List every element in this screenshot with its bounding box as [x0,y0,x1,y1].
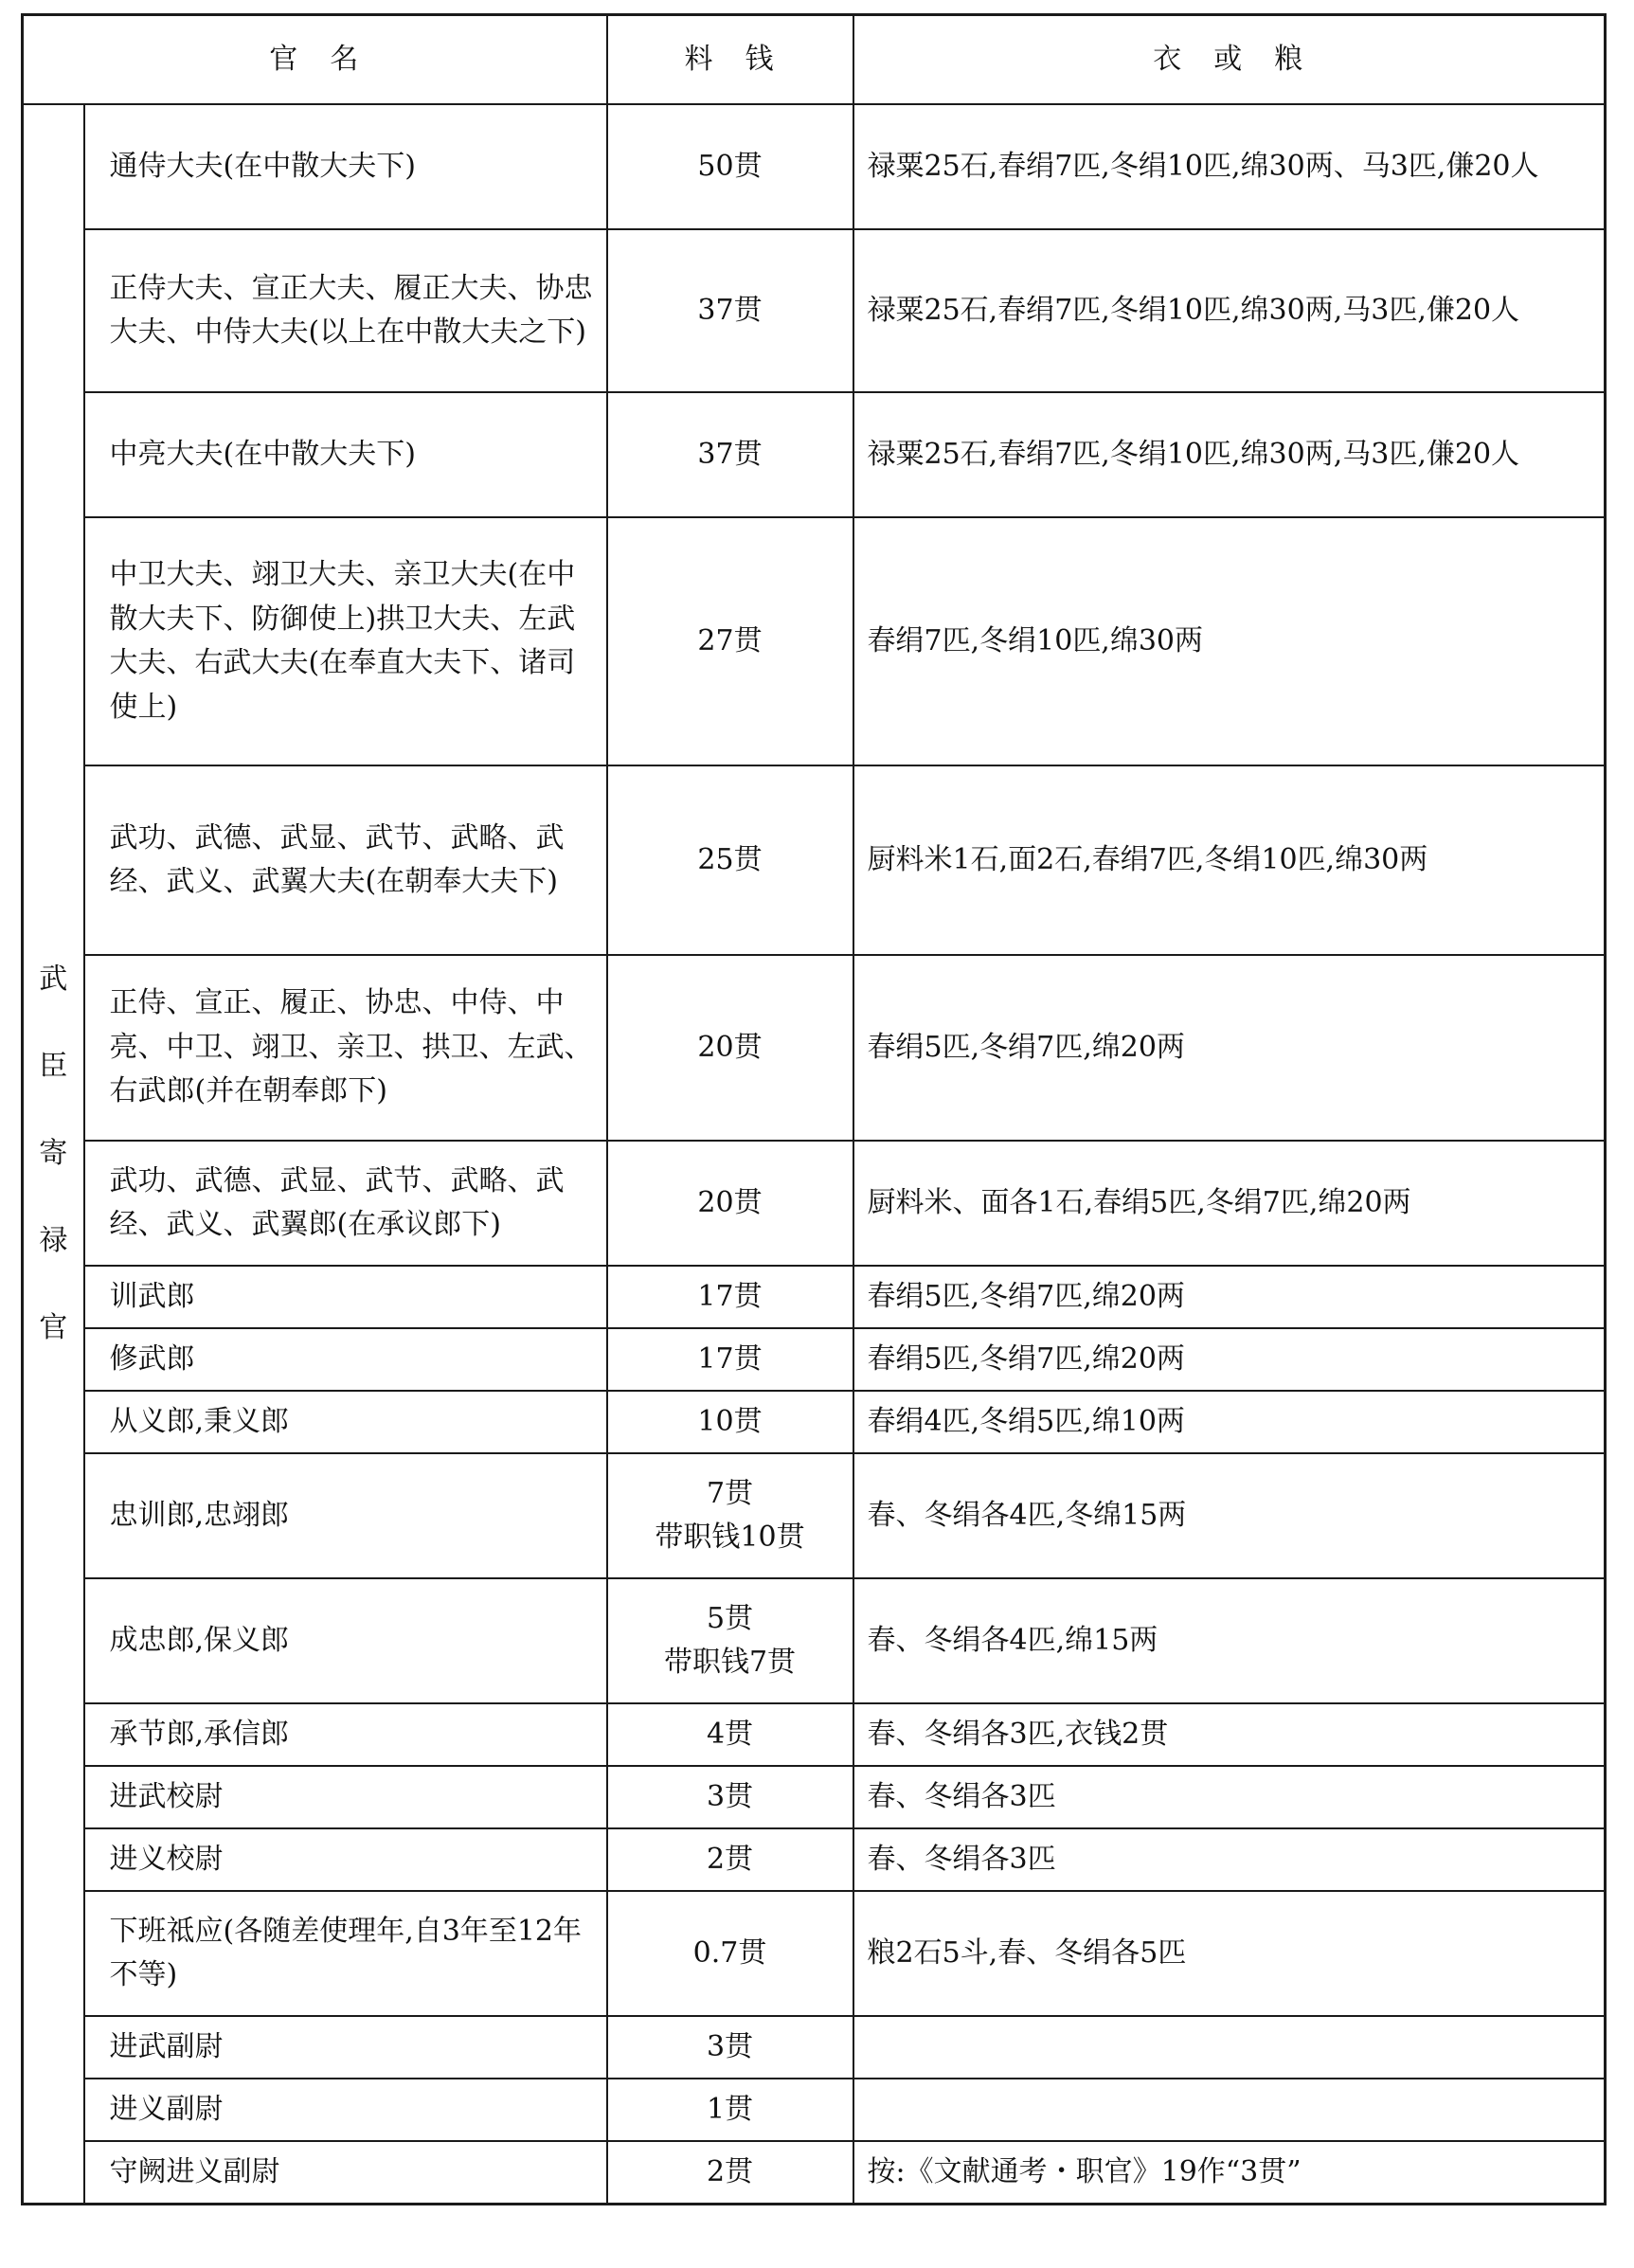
table-row [23,765,1606,955]
official-title-cell: 正侍、宣正、履正、协忠、中侍、中亮、中卫、翊卫、亲卫、拱卫、左武、右武郎(并在朝奉郎下) [84,955,607,1141]
category-char: 臣 [39,1049,68,1083]
salary-money-line: 20贯 [697,1030,763,1064]
salary-money-line: 带职钱7贯 [663,1646,797,1679]
salary-money-cell [607,1578,853,1703]
clothing-grain-cell: 禄粟25石,春绢7匹,冬绢10匹,绵30两,马3匹,傔20人 [853,229,1606,392]
clothing-grain-cell: 春绢5匹,冬绢7匹,绵20两 [853,1266,1606,1328]
official-title-cell: 训武郎 [84,1266,607,1328]
clothing-grain-cell: 春、冬绢各4匹,绵15两 [853,1578,1606,1703]
official-title-cell: 修武郎 [84,1328,607,1391]
salary-money-line: 27贯 [697,623,763,657]
salary-money-cell [607,1828,853,1891]
official-title-cell: 通侍大夫(在中散大夫下) [84,104,607,229]
salary-money-cell [607,1328,853,1391]
salary-money-cell [607,1766,853,1828]
clothing-grain-cell: 春、冬绢各3匹,衣钱2贯 [853,1703,1606,1766]
category-cell [23,104,84,2204]
salary-money-cell [607,2079,853,2141]
salary-money-line: 37贯 [697,293,763,327]
salary-money-cell [607,392,853,517]
official-title-cell: 进武校尉 [84,1766,607,1828]
table-row [23,517,1606,765]
clothing-grain-cell [853,2079,1606,2141]
official-title-cell: 进义副尉 [84,2079,607,2141]
header-clothes: 衣 或 粮 [853,15,1606,105]
official-title-cell: 进武副尉 [84,2016,607,2079]
clothing-grain-cell: 禄粟25石,春绢7匹,冬绢10匹,绵30两,马3匹,傔20人 [853,392,1606,517]
salary-money-line: 1贯 [706,2092,754,2126]
clothing-grain-cell: 春绢7匹,冬绢10匹,绵30两 [853,517,1606,765]
clothing-grain-cell: 春、冬绢各4匹,冬绵15两 [853,1453,1606,1578]
category-label [37,907,69,1401]
clothing-grain-cell: 春绢5匹,冬绢7匹,绵20两 [853,1328,1606,1391]
clothing-grain-cell: 按:《文献通考・职官》19作“3贯” [853,2141,1606,2204]
salary-money-line: 37贯 [697,437,763,471]
clothing-grain-cell: 粮2石5斗,春、冬绢各5匹 [853,1891,1606,2016]
table-row [23,229,1606,392]
table-row [23,1141,1606,1266]
table-row [23,1891,1606,2016]
category-char: 寄 [39,1136,68,1170]
official-title-cell: 武功、武德、武显、武节、武略、武经、武义、武翼大夫(在朝奉大夫下) [84,765,607,955]
salary-money-line: 7贯 [706,1476,754,1510]
salary-money-line: 3贯 [706,2029,754,2063]
official-title-cell: 从义郎,秉义郎 [84,1391,607,1453]
table-row [23,104,1606,229]
salary-money-cell [607,1391,853,1453]
category-char: 武 [39,962,68,996]
salary-money-line: 4贯 [706,1717,754,1751]
header-money: 料 钱 [607,15,853,105]
table-row [23,1828,1606,1891]
clothing-grain-cell: 春绢5匹,冬绢7匹,绵20两 [853,955,1606,1141]
salary-money-line: 25贯 [697,842,763,876]
salary-money-line: 5贯 [706,1601,754,1635]
table-row [23,2079,1606,2141]
official-title-cell: 进义校尉 [84,1828,607,1891]
table-row [23,1578,1606,1703]
document-page [21,13,1604,2205]
table-row [23,1328,1606,1391]
table-row [23,955,1606,1141]
official-title-cell: 中亮大夫(在中散大夫下) [84,392,607,517]
official-title-cell: 成忠郎,保义郎 [84,1578,607,1703]
table-row [23,2016,1606,2079]
table-row [23,1453,1606,1578]
table-row [23,1391,1606,1453]
clothing-grain-cell: 禄粟25石,春绢7匹,冬绢10匹,绵30两、马3匹,傔20人 [853,104,1606,229]
salary-money-line: 2贯 [706,2154,754,2188]
clothing-grain-cell: 厨料米、面各1石,春绢5匹,冬绢7匹,绵20两 [853,1141,1606,1266]
salary-money-cell [607,2016,853,2079]
salary-money-line: 0.7贯 [692,1935,767,1970]
official-title-cell: 忠训郎,忠翊郎 [84,1453,607,1578]
salary-money-cell [607,2141,853,2204]
official-title-cell: 下班祗应(各随差使理年,自3年至12年不等) [84,1891,607,2016]
clothing-grain-cell [853,2016,1606,2079]
clothing-grain-cell: 厨料米1石,面2石,春绢7匹,冬绢10匹,绵30两 [853,765,1606,955]
salary-money-cell [607,1141,853,1266]
salary-money-line: 带职钱10贯 [655,1521,805,1554]
salary-table [21,13,1607,2205]
salary-money-cell [607,1703,853,1766]
salary-money-cell [607,765,853,955]
salary-money-line: 50贯 [697,149,763,183]
salary-money-cell [607,229,853,392]
salary-money-cell [607,517,853,765]
table-header-row [23,15,1606,105]
official-title-cell: 守阙进义副尉 [84,2141,607,2204]
table-row [23,392,1606,517]
clothing-grain-cell: 春、冬绢各3匹 [853,1766,1606,1828]
category-char: 官 [39,1310,68,1344]
table-row [23,1703,1606,1766]
salary-money-line: 10贯 [697,1404,763,1438]
clothing-grain-cell: 春绢4匹,冬绢5匹,绵10两 [853,1391,1606,1453]
category-char: 禄 [39,1223,68,1257]
salary-money-line: 17贯 [697,1341,763,1376]
salary-money-cell [607,1453,853,1578]
official-title-cell: 承节郎,承信郎 [84,1703,607,1766]
salary-money-line: 3贯 [706,1779,754,1813]
salary-money-cell [607,955,853,1141]
table-row [23,2141,1606,2204]
table-row [23,1266,1606,1328]
official-title-cell: 武功、武德、武显、武节、武略、武经、武义、武翼郎(在承议郎下) [84,1141,607,1266]
salary-money-cell [607,1891,853,2016]
salary-money-line: 2贯 [706,1842,754,1876]
salary-money-cell [607,104,853,229]
salary-money-line: 20贯 [697,1185,763,1219]
table-row [23,1766,1606,1828]
clothing-grain-cell: 春、冬绢各3匹 [853,1828,1606,1891]
salary-money-cell [607,1266,853,1328]
salary-money-line: 17贯 [697,1279,763,1313]
header-name: 官 名 [23,15,607,105]
official-title-cell: 中卫大夫、翊卫大夫、亲卫大夫(在中散大夫下、防御使上)拱卫大夫、左武大夫、右武大夫(在奉直大夫下、诸司使上) [84,517,607,765]
official-title-cell: 正侍大夫、宣正大夫、履正大夫、协忠大夫、中侍大夫(以上在中散大夫之下) [84,229,607,392]
